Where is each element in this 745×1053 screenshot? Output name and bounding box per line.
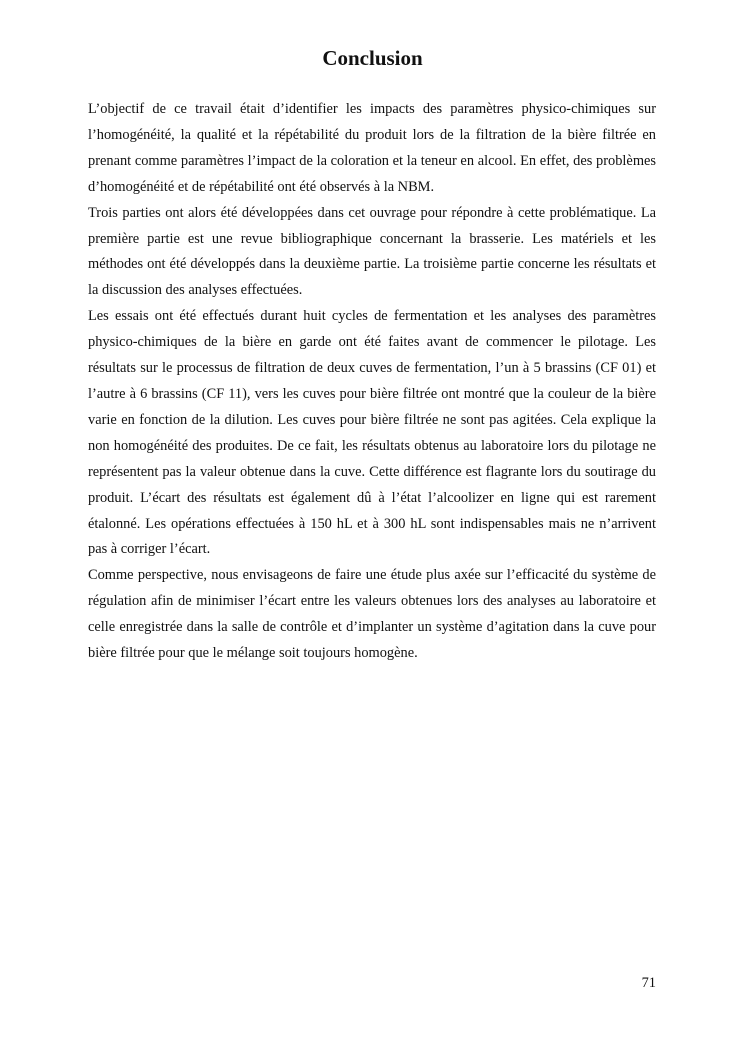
conclusion-body	[88, 97, 656, 667]
paragraph-structure: Trois parties ont alors été développées dans cet ouvrage pour répondre à cette problématique. La première partie est une revue bibliographique concernant la brasserie. Les matériels et les méthodes ont été développés dans la deuxième partie. La troisième partie concerne les résultats et la discussion des analyses effectuées.	[88, 204, 656, 299]
paragraph-results: Les essais ont été effectués durant huit cycles de fermentation et les analyses des paramètres physico-chimiques de la bière en garde ont été faites avant de commencer le pilotage. Les résultats sur le processus de filtration de deux cuves de fermentation, l’un à 5 brassins (CF 01) et l’autre à 6 brassins (CF 11), vers les cuves pour bière filtrée ont montré que la couleur de la bière varie en fonction de la dilution. Les cuves pour bière filtrée ne sont pas agitées. Cela explique la non homogénéité des produites. De ce fait, les résultats obtenus au laboratoire lors du pilotage ne représentent pas la valeur obtenue dans la cuve. Cette différence est flagrante lors du soutirage du produit. L’écart des résultats est également dû à l’état l’alcoolizer en ligne qui est rarement étalonné. Les opérations effectuées à 150 hL et à 300 hL sont indispensables mais ne n’arrivent pas à corriger l’écart.	[88, 308, 656, 558]
paragraph-perspective: Comme perspective, nous envisageons de faire une étude plus axée sur l’efficacité du système de régulation afin de minimiser l’écart entre les valeurs obtenues lors des analyses au laboratoire et celle enregistrée dans la salle de contrôle et d’implanter un système d’agitation dans la cuve pour bière filtrée pour que le mélange soit toujours homogène.	[88, 567, 656, 662]
page-title: Conclusion	[322, 46, 423, 70]
paragraph-objective: L’objectif de ce travail était d’identifier les impacts des paramètres physico-chimiques sur l’homogénéité, la qualité et la répétabilité du produit lors de la filtration de la bière filtrée en prenant comme paramètres l’impact de la coloration et la teneur en alcool. En effet, des problèmes d’homogénéité et de répétabilité ont été observés à la NBM.	[88, 101, 656, 195]
page-number: 71	[641, 975, 656, 991]
